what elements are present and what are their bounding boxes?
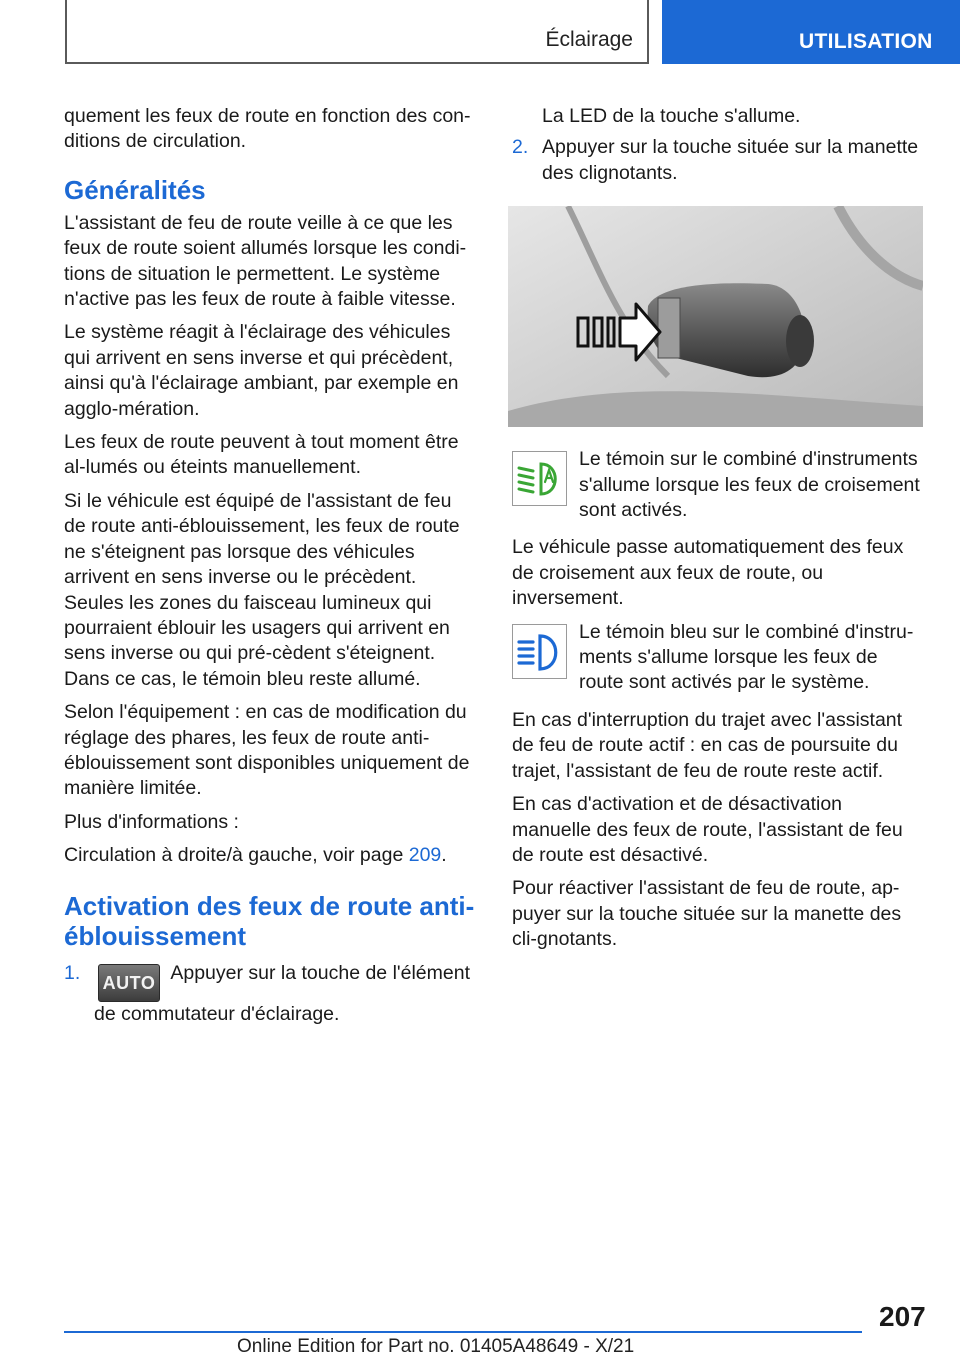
note-text: Le témoin sur le combiné d'instruments s'allume lorsque les feux de croisement sont activés.: [579, 448, 920, 522]
note-text: Le témoin bleu sur le combiné d'instru-ments s'allume lorsque les feux de route sont activés par le système.: [579, 620, 914, 694]
footer-edition: Online Edition for Part no. 01405A48649 - X/21: [237, 1336, 635, 1357]
more-info-label: Plus d'informations :: [64, 810, 239, 833]
header-chapter-title: UTILISATION: [799, 30, 933, 53]
header-chapter-tab: [662, 0, 960, 64]
paragraph: Selon l'équipement : en cas de modification du réglage des phares, les feux de route anti-éblouissement sont disponibles uniquement de manière limitée.: [64, 701, 470, 800]
header-section-title: Éclairage: [545, 28, 633, 51]
high-beam-assist-blue-icon: [512, 624, 567, 679]
step-text: Appuyer sur la touche située sur la manette des clignotants.: [542, 136, 919, 184]
turn-signal-stalk-photo: [508, 206, 923, 427]
paragraph: En cas d'interruption du trajet avec l'assistant de feu de route actif : en cas de poursuite du trajet, l'assistant de feu de route reste actif.: [512, 708, 903, 782]
step-2: [512, 135, 926, 186]
cross-reference-end: .: [441, 844, 447, 867]
auto-button-icon: AUTO: [98, 964, 160, 1002]
step-1-continuation: La LED de la touche s'allume.: [542, 105, 801, 127]
stalk-illustration: [508, 206, 923, 427]
cross-reference-text: Circulation à droite/à gauche, voir page: [64, 844, 409, 867]
paragraph: En cas d'activation et de désactivation manuelle des feux de route, l'assistant de feu de route est désactivé.: [512, 793, 903, 866]
header-section-box: [65, 0, 649, 64]
low-beam-assist-green-icon: [512, 451, 567, 506]
paragraph: Le véhicule passe automatiquement des feux de croisement aux feux de route, ou inversement.: [512, 536, 904, 610]
page-reference-link[interactable]: 209: [408, 844, 442, 867]
cross-reference: [64, 843, 477, 868]
paragraph: Si le véhicule est équipé de l'assistant de feu de route anti-éblouissement, les feux de route ne s'éteignent pas lorsque des véhicules arrivent en sens inverse ou le précèdent. Seules les zones du faisceau lumineux qui pourraient éblouir les usagers qui arrivent en sens inverse ou qui pré-cèdent s'éteignent. Dans ce cas, le témoin bleu reste allumé.: [64, 489, 460, 690]
paragraph: Le système réagit à l'éclairage des véhicules qui arrivent en sens inverse et qui précèdent, ainsi qu'à l'éclairage ambiant, par exemple en agglo-mération.: [64, 321, 459, 420]
step-text: Appuyer sur la touche de l'élément de commutateur d'éclairage.: [94, 961, 470, 1025]
heading-activation: Activation des feux de route anti-éblouissement: [64, 890, 475, 951]
paragraph: Les feux de route peuvent à tout moment être al-lumés ou éteints manuellement.: [64, 431, 459, 479]
heading-generalites: Généralités: [64, 174, 206, 205]
left-column: [64, 104, 477, 1027]
paragraph: Pour réactiver l'assistant de feu de route, ap-puyer sur la touche située sur la manette des cli-gnotants.: [512, 877, 902, 951]
footer-divider: [64, 1331, 862, 1333]
page-number: 207: [879, 1301, 926, 1332]
step-number: 1.: [64, 961, 81, 984]
step-number: 2.: [512, 136, 529, 159]
right-column: [512, 104, 926, 961]
intro-paragraph: quement les feux de route en fonction des con-ditions de circulation.: [64, 105, 471, 153]
high-beam-indicator-note: [512, 620, 926, 696]
step-1: [64, 961, 477, 1027]
paragraph: L'assistant de feu de route veille à ce que les feux de route soient allumés lorsque les condi-tions de situation le permettent. Le système n'active pas les feux de route à faible vitesse.: [64, 211, 467, 311]
low-beam-indicator-note: [512, 447, 926, 523]
